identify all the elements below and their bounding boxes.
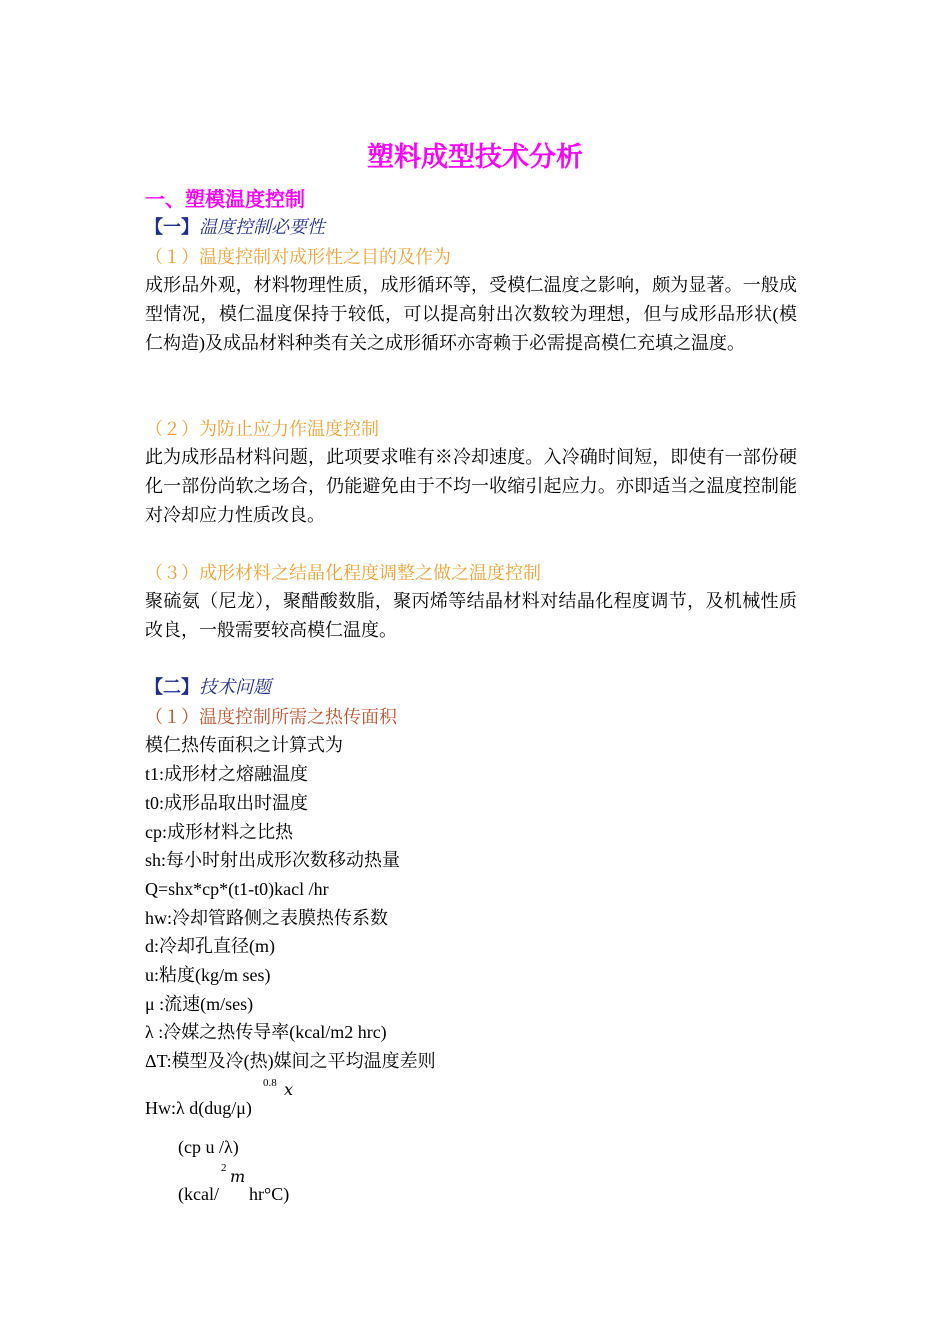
item-heading-1: （１）温度控制对成形性之目的及作为 (145, 247, 451, 267)
formula-line: 模仁热传面积之计算式为 (145, 735, 343, 755)
subsection-label: 技术问题 (199, 677, 271, 697)
formula-line: t0:成形品取出时温度 (145, 793, 309, 813)
formula-exponent-variable: x (284, 1080, 294, 1099)
subsection-heading-necessity (145, 216, 325, 238)
item-heading-heat-transfer-area: （１）温度控制所需之热传面积 (145, 707, 397, 727)
subsection-bracket: 【一】 (145, 217, 199, 237)
formula-line: d:冷却孔直径(m) (145, 936, 275, 956)
item-heading-2: （２）为防止应力作温度控制 (145, 419, 379, 439)
document-title: 塑料成型技术分析 (367, 142, 583, 172)
formula-unit-variable: m (230, 1167, 246, 1186)
formula-line: μ :流速(m/ses) (145, 994, 254, 1014)
subsection-label: 温度控制必要性 (199, 217, 325, 237)
item-heading-3: （３）成形材料之结晶化程度调整之做之温度控制 (145, 563, 541, 583)
formula-unit-suffix: hr°C) (249, 1184, 290, 1204)
subsection-bracket: 【二】 (145, 677, 199, 697)
formula-line: ΔT:模型及冷(热)媒间之平均温度差则 (145, 1051, 436, 1071)
formula-line: Q=shx*cp*(t1-t0)kacl /hr (145, 879, 329, 899)
formula-line: λ :冷媒之热传导率(kcal/m2 hrc) (145, 1022, 387, 1042)
formula-line-2: (cp u /λ) (178, 1137, 239, 1157)
formula-unit-exponent: 2 (221, 1162, 227, 1174)
section-heading-mold-temperature-control: 一、塑模温度控制 (145, 189, 305, 211)
item-body-1: 成形品外观，材料物理性质，成形循环等，受模仁温度之影响，颇为显著。一般成型情况，模仁温度保持于较低，可以提高射出次数较为理想，但与成形品形状(模仁构造)及成品材料种类有关之成形循环亦寄赖于必需提高模仁充填之温度。 (145, 275, 797, 353)
item-body-2: 此为成形品材料问题，此项要求唯有※冷却速度。入冷确时间短，即使有一部份硬化一部份尚软之场合，仍能避免由于不均一收缩引起应力。亦即适当之温度控制能对冷却应力性质改良。 (145, 447, 797, 525)
item-body-3: 聚硫氨（尼龙），聚醋酸数脂，聚丙烯等结晶材料对结晶化程度调节，及机械性质改良，一般需要较高模仁温度。 (145, 591, 797, 640)
formula-line: hw:冷却管路侧之表膜热传系数 (145, 908, 388, 928)
formula-line: u:粘度(kg/m ses) (145, 965, 271, 985)
formula-main: Hw:λ d(dug/μ) (145, 1098, 252, 1118)
formula-unit-prefix: (kcal/ (178, 1184, 219, 1204)
subsection-heading-technical-issues (145, 676, 271, 698)
formula-line: sh:每小时射出成形次数移动热量 (145, 850, 401, 870)
formula-line: t1:成形材之熔融温度 (145, 764, 309, 784)
formula-exponent: 0.8 (263, 1077, 277, 1089)
formula-line: cp:成形材料之比热 (145, 822, 293, 842)
